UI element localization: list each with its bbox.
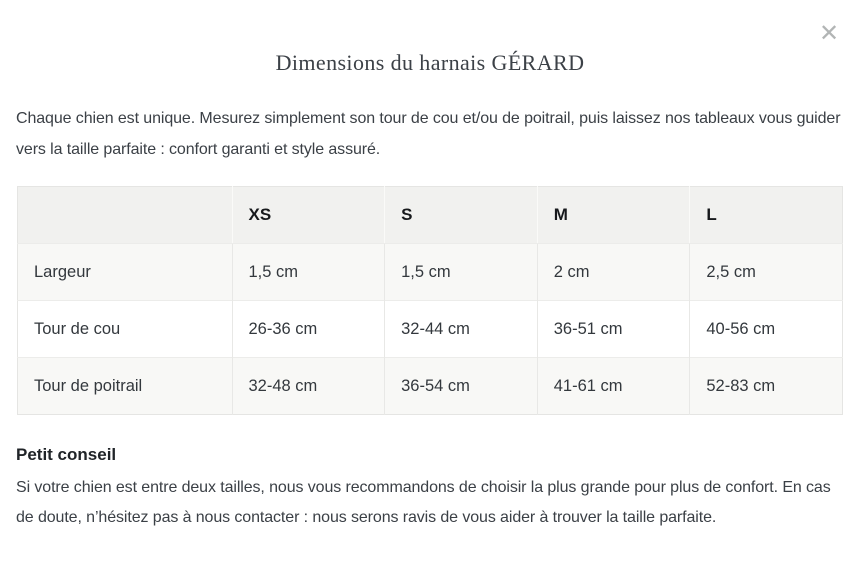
table-row <box>18 301 843 358</box>
size-table <box>17 186 843 415</box>
row-label-tour-de-poitrail: Tour de poitrail <box>18 358 233 415</box>
intro-text: Chaque chien est unique. Mesurez simplement son tour de cou et/ou de poitrail, puis laissez nos tableaux vous guider vers la taille parfaite : confort garanti et style assuré. <box>16 110 841 158</box>
cell-value: 36-51 cm <box>537 301 690 358</box>
cell-value: 1,5 cm <box>385 244 538 301</box>
cell-value: 2 cm <box>537 244 690 301</box>
table-row <box>18 358 843 415</box>
tip-text: Si votre chien est entre deux tailles, nous vous recommandons de choisir la plus grande pour plus de confort. En cas de doute, n’hésitez pas à nous contacter : nous serons ravis de vous aider à trouver la taille parfaite. <box>16 479 831 526</box>
col-header-xs: XS <box>232 187 385 244</box>
cell-value: 36-54 cm <box>385 358 538 415</box>
row-label-largeur: Largeur <box>18 244 233 301</box>
col-header-m: M <box>537 187 690 244</box>
table-row <box>18 244 843 301</box>
cell-value: 26-36 cm <box>232 301 385 358</box>
cell-value: 32-44 cm <box>385 301 538 358</box>
cell-value: 52-83 cm <box>690 358 843 415</box>
col-header-empty <box>18 187 233 244</box>
cell-value: 32-48 cm <box>232 358 385 415</box>
close-icon: ✕ <box>818 19 840 47</box>
modal-title: Dimensions du harnais GÉRARD <box>275 50 585 75</box>
col-header-s: S <box>385 187 538 244</box>
tip-heading: Petit conseil <box>16 445 117 464</box>
table-header-row <box>18 187 843 244</box>
cell-value: 1,5 cm <box>232 244 385 301</box>
col-header-l: L <box>690 187 843 244</box>
close-button[interactable] <box>814 18 844 48</box>
row-label-tour-de-cou: Tour de cou <box>18 301 233 358</box>
cell-value: 40-56 cm <box>690 301 843 358</box>
cell-value: 41-61 cm <box>537 358 690 415</box>
cell-value: 2,5 cm <box>690 244 843 301</box>
